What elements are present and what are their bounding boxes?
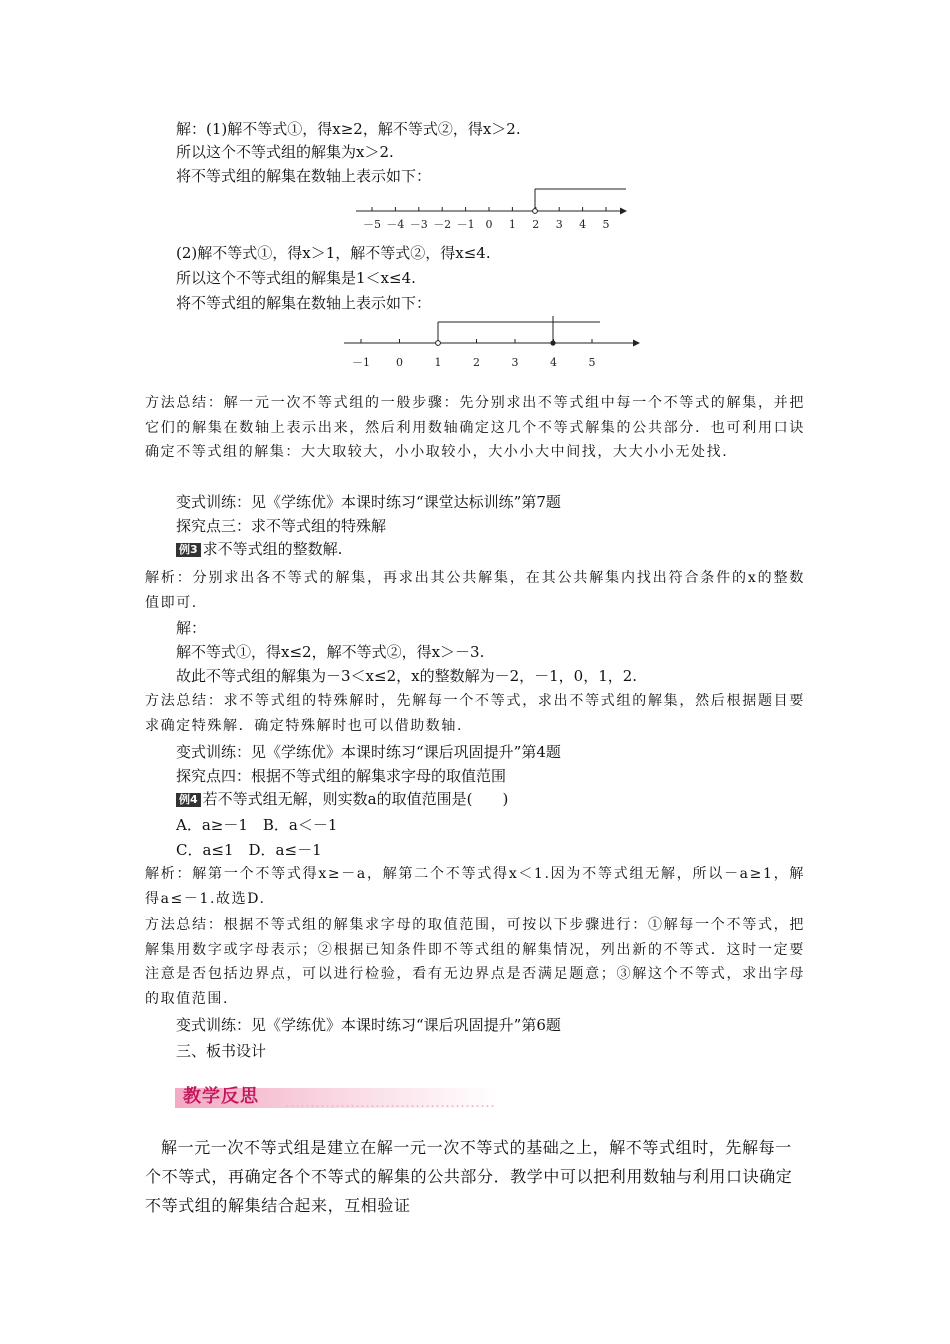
example-tag: 例3 <box>176 543 201 557</box>
axis-tick-label: 5 <box>602 218 610 231</box>
axis-tick-label: 3 <box>555 218 563 231</box>
solution-line-4: (2)解不等式①，得x＞1，解不等式②，得x≤4. <box>176 244 491 262</box>
teaching-reflection-banner <box>175 1084 500 1110</box>
axis-tick-label: －2 <box>433 218 452 231</box>
example-tag: 例4 <box>176 793 201 807</box>
solution-line-6: 将不等式组的解集在数轴上表示如下： <box>176 294 432 312</box>
closed-point-icon <box>550 340 555 345</box>
axis-tick-label: 4 <box>579 218 587 231</box>
choice-options-1: A．a≥－1 B．a＜－1 <box>176 816 338 834</box>
axis-tick-label: －5 <box>363 218 381 231</box>
axis-tick-label: 0 <box>396 356 403 369</box>
axis-tick-label: －1 <box>352 356 370 369</box>
axis-tick-label: 2 <box>473 356 480 369</box>
method-summary-3: 方法总结：根据不等式组的解集求字母的取值范围，可按以下步骤进行：①解每一个不等式，把解集用数字或字母表示；②根据已知条件即不等式组的解集情况，列出新的不等式．这时一定要注意是否包括边界点，可以进行检验，看有无边界点是否满足题意；③解这个不等式，求出字母的取值范围. <box>145 917 805 1007</box>
solution-3-label: 解： <box>176 619 207 637</box>
variant-training-1: 变式训练：见《学练优》本课时练习“课堂达标训练”第7题 <box>176 493 561 511</box>
axis-tick-label: －1 <box>456 218 475 231</box>
method-summary-1: 方法总结：解一元一次不等式组的一般步骤：先分别求出不等式组中每一个不等式的解集，并把它们的解集在数轴上表示出来，然后利用数轴确定这几个不等式解集的公共部分．也可利用口诀确定不等式组的解集：大大取较大，小小取较小，大小小大中间找，大大小小无处找. <box>145 395 805 460</box>
axis-tick-label: 2 <box>532 218 540 231</box>
axis-tick-label: －3 <box>409 218 428 231</box>
reflection-paragraph: 解一元一次不等式组是建立在解一元一次不等式的基础之上，解不等式组时，先解每一个不等式，再确定各个不等式的解集的公共部分．教学中可以把利用数轴与利用口诀确定不等式组的解集结合起来，互相验证 <box>145 1138 793 1215</box>
example-3 <box>176 538 342 560</box>
axis-tick-label: 3 <box>511 356 519 369</box>
choice-options-2: C．a≤1 D．a≤－1 <box>176 841 322 859</box>
axis-tick-label: 0 <box>485 218 493 231</box>
open-point-icon <box>533 209 538 214</box>
section-heading-4: 探究点四：根据不等式组的解集求字母的取值范围 <box>176 767 507 785</box>
section-heading-3: 探究点三：求不等式组的特殊解 <box>176 517 387 535</box>
solution-3-line-2: 故此不等式组的解集为－3＜x≤2，x的整数解为－2，－1，0，1，2. <box>176 667 638 685</box>
axis-tick-label: 1 <box>508 218 516 231</box>
solution-line-5: 所以这个不等式组的解集是1＜x≤4. <box>176 269 416 287</box>
open-point-icon <box>436 341 441 346</box>
solution-line-3: 将不等式组的解集在数轴上表示如下： <box>176 167 432 185</box>
solution-3-line-1: 解不等式①，得x≤2，解不等式②，得x＞－3. <box>176 643 485 661</box>
number-line-2 <box>338 314 648 374</box>
solution-line-1: 解：(1)解不等式①，得x≥2，解不等式②，得x＞2. <box>176 120 521 138</box>
analysis-3: 解析：分别求出各不等式的解集，再求出其公共解集，在其公共解集内找出符合条件的x的整数值即可. <box>145 570 805 611</box>
axis-tick-label: 4 <box>550 356 557 369</box>
analysis-4: 解析：解第一个不等式得x≥－a，解第二个不等式得x＜1.因为不等式组无解，所以－a≥1，解得a≤－1.故选D. <box>145 866 805 907</box>
method-summary-2: 方法总结：求不等式组的特殊解时，先解每一个不等式，求出不等式组的解集，然后根据题目要求确定特殊解．确定特殊解时也可以借助数轴. <box>145 693 805 734</box>
number-line-1 <box>350 184 640 234</box>
example-3-text: 求不等式组的整数解. <box>202 540 343 558</box>
variant-training-2: 变式训练：见《学练优》本课时练习“课后巩固提升”第4题 <box>176 743 561 761</box>
example-4-text: 若不等式组无解，则实数a的取值范围是( ) <box>202 790 509 808</box>
axis-tick-label: 5 <box>588 356 596 369</box>
axis-tick-label: －4 <box>386 218 405 231</box>
example-4 <box>176 788 508 810</box>
axis-tick-label: 1 <box>434 356 442 369</box>
banner-title: 教学反思 <box>183 1086 259 1107</box>
blackboard-design-heading: 三、板书设计 <box>176 1042 267 1060</box>
solution-line-2: 所以这个不等式组的解集为x＞2. <box>176 143 394 161</box>
variant-training-3: 变式训练：见《学练优》本课时练习“课后巩固提升”第6题 <box>176 1016 561 1034</box>
